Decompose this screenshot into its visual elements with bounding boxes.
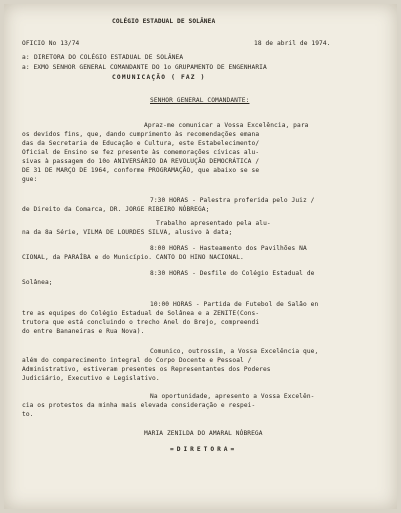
document-page [4, 4, 397, 509]
body-line: Judiciário, Executivo e Legislativo. [22, 375, 160, 382]
body-line: além do comparecimento integral do Corpo Docente e Pessoal / [22, 357, 252, 364]
body-line: cia os protestos da minha mais elevada consideração e respei- [22, 402, 256, 409]
signatory-role: =DIRETORA= [170, 446, 238, 453]
body-line: gue: [22, 176, 38, 183]
program-line: trutora que está concluindo o trecho Anel do Brejo, compreendi [22, 319, 260, 326]
body-line: Comunico, outrossim, a Vossa Excelência que, [150, 348, 319, 355]
program-line: na da 8a Série, VILMA DE LOURDES SILVA, alusivo à data; [22, 229, 233, 236]
program-line: CIONAL, da PARAÍBA e do Município. CANTO DO HINO NACIONAL. [22, 254, 244, 261]
program-line: tre as equipes do Colégio Estadual de Solânea e a ZENITE(Cons- [22, 310, 260, 317]
program-line: 8:00 HORAS - Hasteamento dos Pavilhões NA [150, 245, 307, 252]
subject-line: COMUNICAÇÃO ( FAZ ) [112, 74, 206, 81]
institution-header: COLÉGIO ESTADUAL DE SOLÂNEA [112, 18, 216, 25]
body-line: sivas à passagem do 10o ANIVERSÁRIO DA REVOLUÇÃO DEMOCRÁTICA / [22, 158, 260, 165]
body-line: Na oportunidade, apresento a Vossa Excelên- [150, 393, 315, 400]
office-reference: OFICIO No 13/74 [22, 40, 80, 47]
body-line: to. [22, 411, 34, 418]
body-line: Oficial de Ensino se fez presente às comemorações cívicas alu- [22, 149, 260, 156]
program-line: 7:30 HORAS - Palestra proferida pelo Juiz / [150, 197, 315, 204]
program-line: Solânea; [22, 279, 53, 286]
document-date: 18 de abril de 1974. [254, 40, 331, 47]
body-line: os devidos fins, que, dando cumprimento às recomendações emana [22, 131, 260, 138]
body-line: Apraz-me comunicar a Vossa Excelência, para [144, 122, 309, 129]
program-line: 10:00 HORAS - Partida de Futebol de Salão en [150, 301, 319, 308]
program-line: de Direito da Comarca, DR. JORGE RIBEIRO NÓBREGA; [22, 206, 210, 213]
program-line: do entre Bananeiras e Rua Nova). [22, 328, 145, 335]
body-line: das da Secretaria de Educação e Cultura, este Estabelecimento/ [22, 140, 260, 147]
program-line: Trabalho apresentado pela alu- [156, 220, 271, 227]
body-line: Administrativo, estiveram presentes os Representantes dos Poderes [22, 366, 271, 373]
addressee-prefix: a: [22, 54, 30, 61]
body-line: DE 31 DE MARÇO DE 1964, conforme PROGRAMAÇÃO, que abaixo se se [22, 167, 260, 174]
addressee-line-2: a: EXMO SENHOR GENERAL COMANDANTE DO 1o GRUPAMENTO DE ENGENHARIA [22, 64, 267, 71]
signatory-name: MARIA ZENILDA DO AMARAL NÓBREGA [144, 430, 263, 437]
salutation: SENHOR GENERAL COMANDANTE: [150, 97, 250, 104]
program-line: 8:30 HORAS - Desfile do Colégio Estadual de [150, 270, 315, 277]
addressee-line-1: DIRETORA DO COLÉGIO ESTADUAL DE SOLÂNEA [34, 54, 184, 61]
